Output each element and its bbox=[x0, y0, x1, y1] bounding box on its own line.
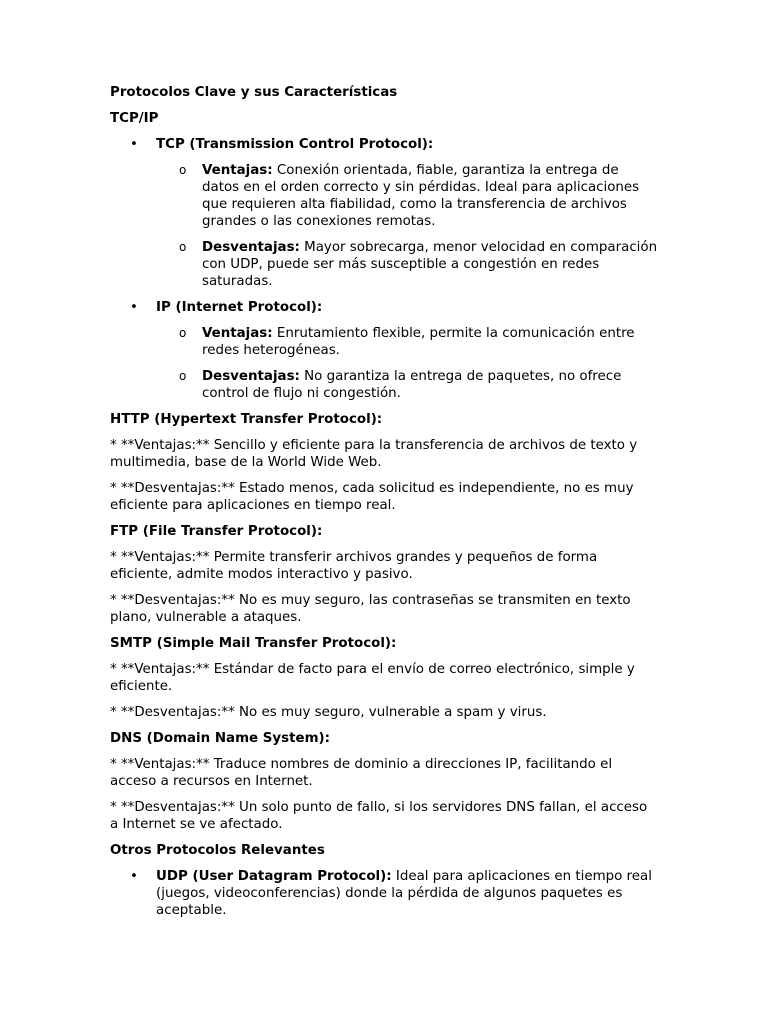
item-label: UDP (User Datagram Protocol): bbox=[156, 869, 392, 884]
list-item-ip bbox=[110, 299, 658, 402]
section-heading-dns: DNS (Domain Name System): bbox=[110, 731, 331, 746]
dns-advantages: * **Ventajas:** Traduce nombres de dominio a direcciones IP, facilitando el acceso a recursos en Internet. bbox=[110, 757, 613, 789]
bullet-icon: • bbox=[130, 869, 138, 884]
list-item-udp bbox=[110, 868, 658, 919]
sub-item-label: Desventajas: bbox=[202, 369, 300, 384]
section-heading-otros: Otros Protocolos Relevantes bbox=[110, 843, 325, 858]
sub-item-text: Conexión orientada, fiable, garantiza la entrega de datos en el orden correcto y sin pérdidas. Ideal para aplicaciones que requieren alta fiabilidad, como la transferencia de archivos grandes o las conexiones remotas. bbox=[202, 163, 640, 229]
smtp-advantages: * **Ventajas:** Estándar de facto para el envío de correo electrónico, simple y eficiente. bbox=[110, 662, 635, 694]
sub-item-text: No garantiza la entrega de paquetes, no ofrece control de flujo ni congestión. bbox=[202, 369, 622, 401]
smtp-disadvantages: * **Desventajas:** No es muy seguro, vulnerable a spam y virus. bbox=[110, 705, 547, 720]
circle-bullet-icon: o bbox=[179, 326, 187, 340]
tcpip-list bbox=[110, 136, 658, 402]
sub-item-text: Enrutamiento flexible, permite la comunicación entre redes heterogéneas. bbox=[202, 326, 635, 358]
circle-bullet-icon: o bbox=[179, 369, 187, 383]
sub-item bbox=[156, 239, 658, 290]
sub-item-label: Desventajas: bbox=[202, 240, 300, 255]
sub-item-label: Ventajas: bbox=[202, 163, 273, 178]
bullet-icon: • bbox=[130, 137, 138, 152]
ip-sublist bbox=[156, 325, 658, 402]
section-heading-http: HTTP (Hypertext Transfer Protocol): bbox=[110, 412, 383, 427]
tcp-sublist bbox=[156, 162, 658, 290]
item-label: IP (Internet Protocol): bbox=[156, 300, 323, 315]
sub-item bbox=[156, 325, 658, 359]
section-heading-tcpip: TCP/IP bbox=[110, 111, 159, 126]
document-body bbox=[110, 84, 658, 928]
http-disadvantages: * **Desventajas:** Estado menos, cada solicitud es independiente, no es muy eficiente para aplicaciones en tiempo real. bbox=[110, 481, 634, 513]
ftp-advantages: * **Ventajas:** Permite transferir archivos grandes y pequeños de forma eficiente, admite modos interactivo y pasivo. bbox=[110, 550, 598, 582]
circle-bullet-icon: o bbox=[179, 163, 187, 177]
circle-bullet-icon: o bbox=[179, 240, 187, 254]
item-label: TCP (Transmission Control Protocol): bbox=[156, 137, 434, 152]
list-item-tcp bbox=[110, 136, 658, 290]
http-advantages: * **Ventajas:** Sencillo y eficiente para la transferencia de archivos de texto y multimedia, base de la World Wide Web. bbox=[110, 438, 638, 470]
section-heading-ftp: FTP (File Transfer Protocol): bbox=[110, 524, 323, 539]
sub-item bbox=[156, 368, 658, 402]
sub-item-label: Ventajas: bbox=[202, 326, 273, 341]
otros-list bbox=[110, 868, 658, 919]
bullet-icon: • bbox=[130, 300, 138, 315]
sub-item bbox=[156, 162, 658, 230]
document-title: Protocolos Clave y sus Características bbox=[110, 85, 398, 100]
dns-disadvantages: * **Desventajas:** Un solo punto de fallo, si los servidores DNS fallan, el acceso a Internet se ve afectado. bbox=[110, 800, 648, 832]
section-heading-smtp: SMTP (Simple Mail Transfer Protocol): bbox=[110, 636, 397, 651]
sub-item-text: Mayor sobrecarga, menor velocidad en comparación con UDP, puede ser más susceptible a congestión en redes saturadas. bbox=[202, 240, 658, 289]
ftp-disadvantages: * **Desventajas:** No es muy seguro, las contraseñas se transmiten en texto plano, vulnerable a ataques. bbox=[110, 593, 631, 625]
item-text: Ideal para aplicaciones en tiempo real (juegos, videoconferencias) donde la pérdida de algunos paquetes es aceptable. bbox=[156, 869, 652, 918]
